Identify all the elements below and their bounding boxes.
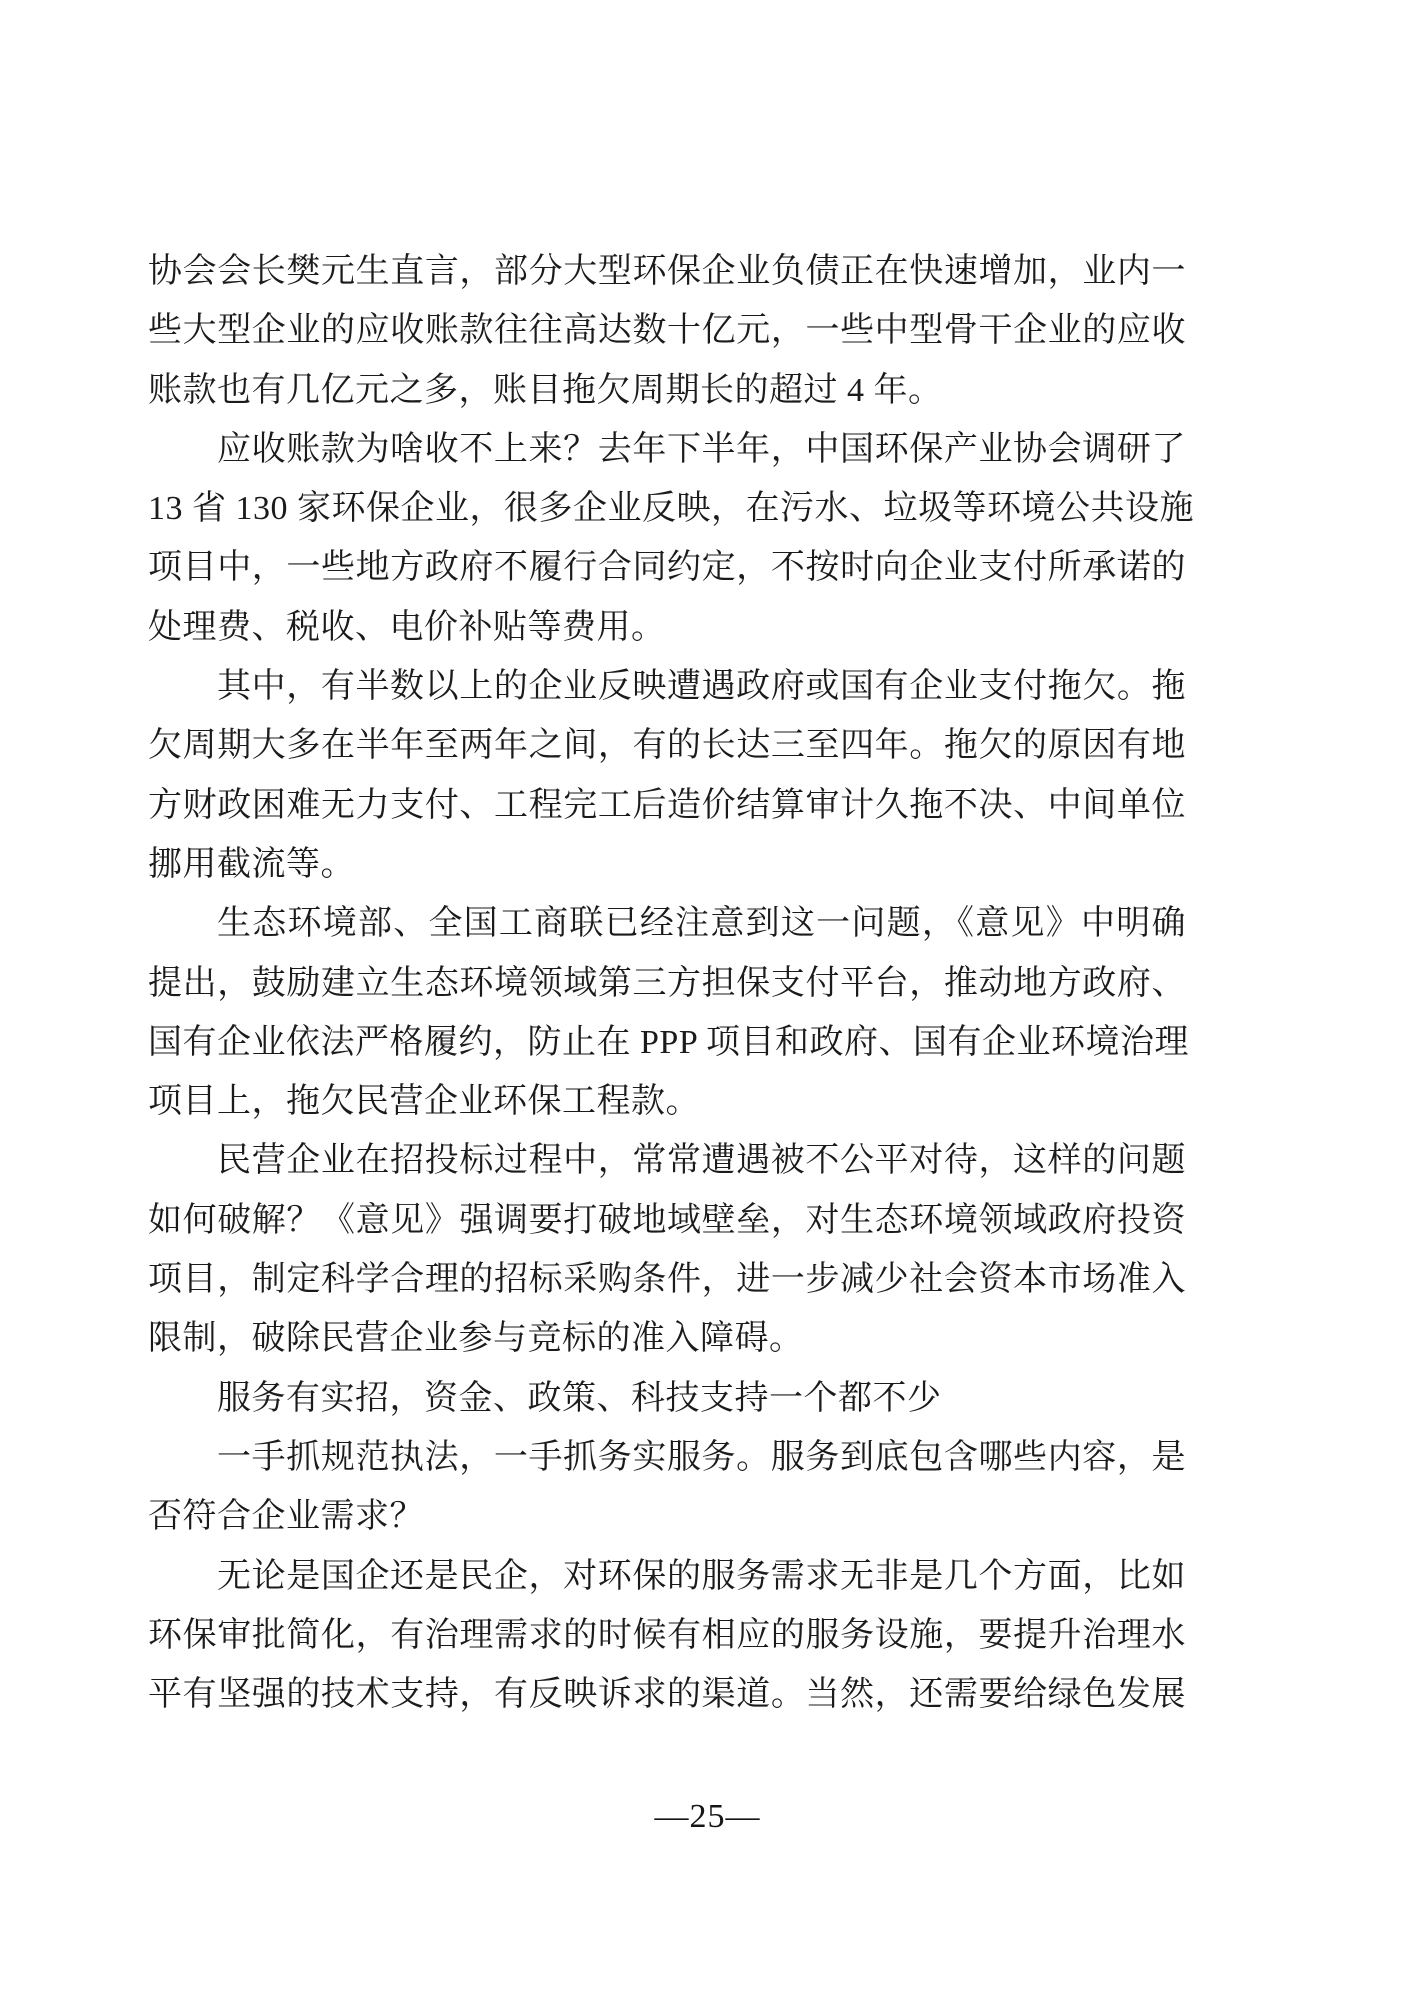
- text-line: 方财政困难无力支付、工程完工后造价结算审计久拖不决、中间单位: [148, 786, 1186, 824]
- text-line: 些大型企业的应收账款往往高达数十亿元，一些中型骨干企业的应收: [148, 312, 1186, 350]
- page-number: —25—: [654, 1798, 761, 1835]
- text-line: 无论是国企还是民企，对环保的服务需求无非是几个方面，比如: [217, 1557, 1186, 1595]
- text-line: 账款也有几亿元之多，账目拖欠周期长的超过 4 年。: [148, 371, 943, 409]
- text-line: 如何破解？《意见》强调要打破地域壁垒，对生态环境领域政府投资: [148, 1201, 1186, 1239]
- text-line: 民营企业在招投标过程中，常常遭遇被不公平对待，这样的问题: [217, 1142, 1186, 1180]
- text-line: 限制，破除民营企业参与竞标的准入障碍。: [148, 1320, 804, 1358]
- text-line-subheading: 服务有实招，资金、政策、科技支持一个都不少: [217, 1379, 942, 1417]
- page-footer: [0, 1798, 1415, 1836]
- text-line: 挪用截流等。: [148, 845, 355, 883]
- text-line: 否符合企业需求？: [148, 1498, 424, 1536]
- text-line: 协会会长樊元生直言，部分大型环保企业负债正在快速增加，业内一: [148, 253, 1186, 290]
- text-line: 项目，制定科学合理的招标采购条件，进一步减少社会资本市场准入: [148, 1261, 1186, 1299]
- text-line: 提出，鼓励建立生态环境领域第三方担保支付平台，推动地方政府、: [148, 964, 1186, 1002]
- text-line: 环保审批简化，有治理需求的时候有相应的服务设施，要提升治理水: [148, 1616, 1186, 1654]
- text-line: 13 省 130 家环保企业，很多企业反映，在污水、垃圾等环境公共设施: [148, 490, 1194, 528]
- text-line: 欠周期大多在半年至两年之间，有的长达三至四年。拖欠的原因有地: [148, 727, 1186, 765]
- text-line: 其中，有半数以上的企业反映遭遇政府或国有企业支付拖欠。拖: [217, 668, 1186, 706]
- text-line: 国有企业依法严格履约，防止在 PPP 项目和政府、国有企业环境治理: [148, 1023, 1189, 1061]
- text-line: 项目上，拖欠民营企业环保工程款。: [148, 1083, 700, 1121]
- document-body: [148, 242, 1194, 1724]
- text-line: 平有坚强的技术支持，有反映诉求的渠道。当然，还需要给绿色发展: [148, 1676, 1186, 1714]
- text-line: 应收账款为啥收不上来？去年下半年，中国环保产业协会调研了: [217, 430, 1186, 468]
- text-line: 项目中，一些地方政府不履行合同约定，不按时向企业支付所承诺的: [148, 549, 1186, 587]
- text-line: 处理费、税收、电价补贴等费用。: [148, 608, 666, 646]
- text-line: 一手抓规范执法，一手抓务实服务。服务到底包含哪些内容，是: [217, 1438, 1186, 1476]
- text-line: 生态环境部、全国工商联已经注意到这一问题，《意见》中明确: [217, 905, 1186, 943]
